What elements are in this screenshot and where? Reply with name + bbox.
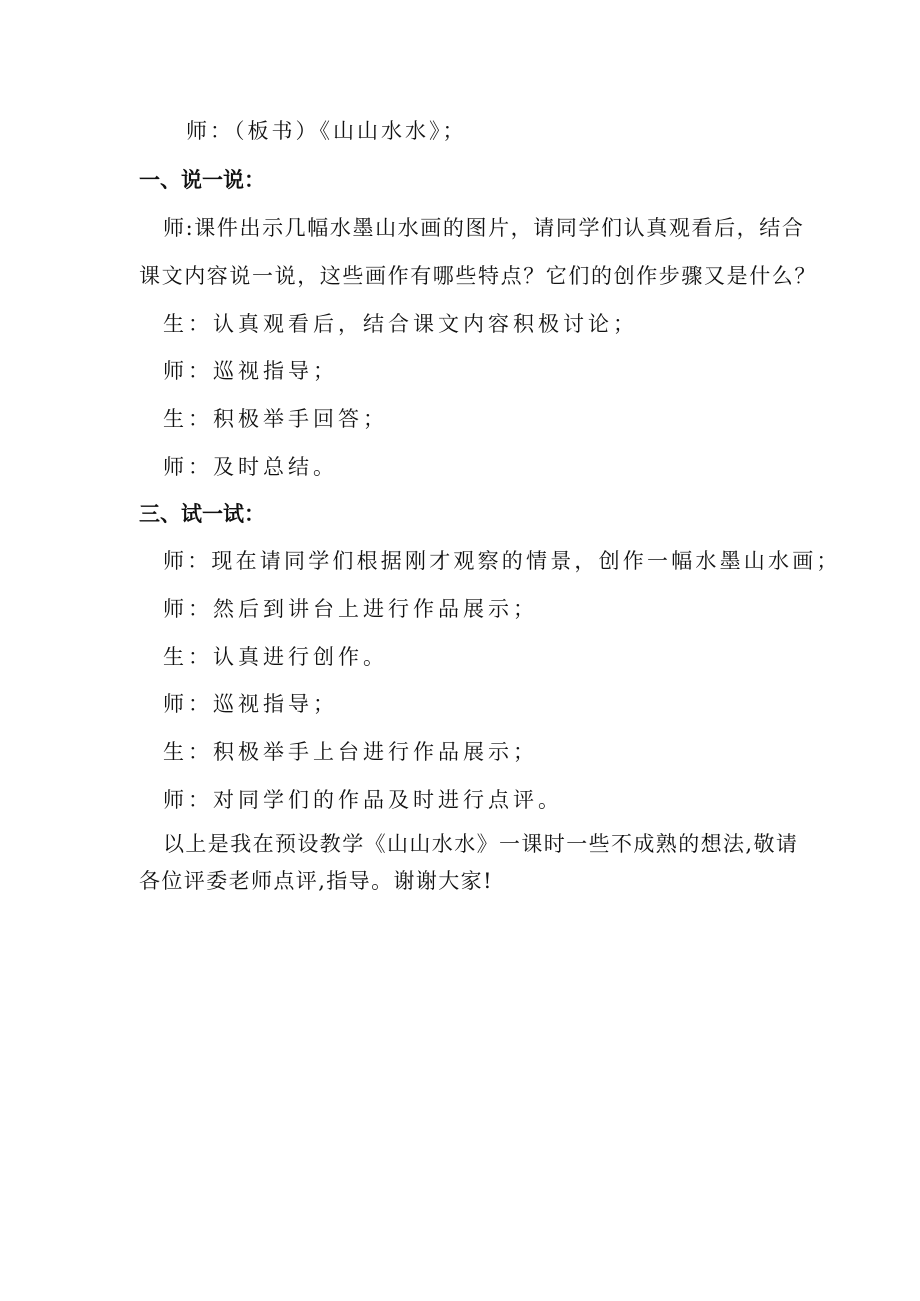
section-heading-try: 三、试一试： <box>139 501 265 526</box>
paragraph-line-1: 师:课件出示几幅水墨山水画的图片，请同学们认真观看后，结合 <box>163 216 805 240</box>
closing-line-1: 以上是我在预设教学《山山水水》一课时一些不成熟的想法,敬请 <box>163 832 799 856</box>
paragraph-line-2: 课文内容说一说，这些画作有哪些特点？它们的创作步骤又是什么？ <box>139 264 817 288</box>
board-writing-line: 师：（板书）《山山水水》； <box>186 119 467 143</box>
dialogue-line: 生：积极举手上台进行作品展示； <box>163 740 538 764</box>
dialogue-line: 师：现在请同学们根据刚才观察的情景，创作一幅水墨山水画； <box>163 549 841 573</box>
closing-line-2: 各位评委老师点评,指导。谢谢大家! <box>139 869 493 893</box>
dialogue-line: 师：对同学们的作品及时进行点评。 <box>163 788 563 812</box>
dialogue-line: 师：巡视指导； <box>163 359 338 383</box>
dialogue-line: 生：积极举手回答； <box>163 407 388 431</box>
dialogue-line: 师：及时总结。 <box>163 455 338 479</box>
dialogue-line: 生：认真进行创作。 <box>163 645 388 669</box>
section-heading-discuss: 一、说一说： <box>139 167 265 192</box>
dialogue-line: 生：认真观看后，结合课文内容积极讨论； <box>163 312 638 336</box>
dialogue-line: 师：巡视指导； <box>163 692 338 716</box>
dialogue-line: 师：然后到讲台上进行作品展示； <box>163 597 538 621</box>
